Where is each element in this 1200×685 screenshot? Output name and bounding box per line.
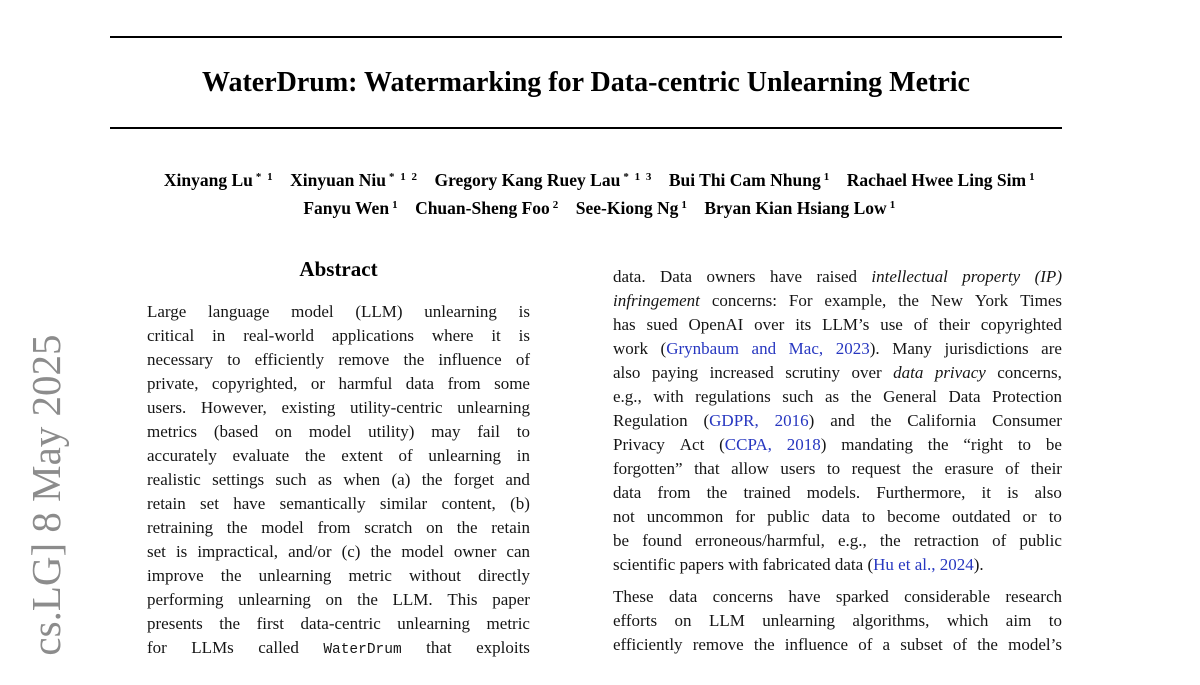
abstract-heading: Abstract: [299, 257, 378, 281]
citation-link[interactable]: GDPR,: [709, 411, 759, 430]
author-name: Bui Thi Cam Nhung $^1$: [668, 170, 831, 190]
citation-link[interactable]: et: [898, 555, 911, 574]
header-rule-bottom: [110, 127, 1062, 129]
author-name: Xinyuan Niu $^{* 1 2}$: [290, 170, 419, 190]
citation-link[interactable]: 2023: [835, 339, 870, 358]
citation-link[interactable]: Grynbaum: [666, 339, 739, 358]
abstract-text: Large language model (LLM) unlearning is critical in real-world applications where it is necessary to efficiently remove the influence of private, copyrighted, or harmful data from some users. However, existing utility-centric unlearning metrics (based on model utility) may fail to accurately evaluate the extent of unlearning in realistic settings such as when (a) the forget and retain set have semantically similar content, (b) retraining the model from scratch on the retain set is impractical, and/or (c) the model owner can improve the unlearning metric without directly performing unlearning on the LLM. This paper presents the first data-centric unlearning metric for LLMs called WaterDrum that exploits: [147, 302, 530, 658]
author-name: Chuan-Sheng Foo $^2$: [415, 198, 560, 218]
author-affiliation-superscript: * 1: [255, 171, 275, 183]
author-line-2: [60, 198, 1140, 219]
citation-link[interactable]: Mac,: [788, 339, 824, 358]
citation-link[interactable]: and: [751, 339, 777, 358]
author-name: Gregory Kang Ruey Lau $^{* 1 3}$: [434, 170, 653, 190]
citation-link[interactable]: CCPA,: [724, 435, 772, 454]
author-name: See-Kiong Ng $^1$: [575, 198, 689, 218]
author-name: Rachael Hwee Ling Sim $^1$: [846, 170, 1037, 190]
citation-link[interactable]: al.,: [914, 555, 936, 574]
citation-link[interactable]: 2016: [774, 411, 809, 430]
arxiv-watermark: cs.LG] 8 May 2025: [23, 334, 69, 656]
paper-title: WaterDrum: Watermarking for Data-centric Unlearning Metric: [202, 67, 970, 98]
header-rule-top: [110, 36, 1062, 38]
author-affiliation-superscript: 1: [681, 199, 689, 211]
citation-link[interactable]: 2018: [786, 435, 821, 454]
citation-link[interactable]: 2024: [939, 555, 974, 574]
author-name: Xinyang Lu $^{* 1}$: [163, 170, 275, 190]
inline-code: WaterDrum: [323, 642, 402, 658]
author-affiliation-superscript: 1: [823, 171, 831, 183]
author-name: Fanyu Wen $^1$: [303, 198, 400, 218]
author-affiliation-superscript: 2: [552, 199, 560, 211]
author-affiliation-superscript: 1: [392, 199, 400, 211]
author-line-1: [60, 170, 1140, 191]
author-name: Bryan Kian Hsiang Low $^1$: [704, 198, 897, 218]
citation-link[interactable]: Hu: [873, 555, 894, 574]
intro-paragraph: data. Data owners have raised intellectual property (IP) infringement concerns: For example, the New York Times has sued OpenAI over its LLM’s use of their copyrighted work (Grynbaum and Mac, 2023). Many jurisdictions are also paying increased scrutiny over data privacy concerns, e.g., with regulations such as the General Data Protection Regulation (GDPR, 2016) and the California Consumer Privacy Act (CCPA, 2018) mandating the “right to be forgotten” that allow users to request the erasure of their data from the trained models. Furthermore, it is also not uncommon for public data to become outdated or to be found erroneous/harmful, e.g., the retraction of public scientific papers with fabricated data (Hu et al., 2024).: [613, 267, 1062, 574]
author-affiliation-superscript: * 1 2: [388, 171, 419, 183]
intro-paragraph: These data concerns have sparked considerable research efforts on LLM unlearning algorithms, which aim to efficiently remove the influence of a subset of the model’s: [613, 587, 1062, 654]
author-affiliation-superscript: 1: [1029, 171, 1037, 183]
author-affiliation-superscript: * 1 3: [623, 171, 653, 183]
intro-column: [613, 265, 1062, 657]
author-affiliation-superscript: 1: [889, 199, 897, 211]
